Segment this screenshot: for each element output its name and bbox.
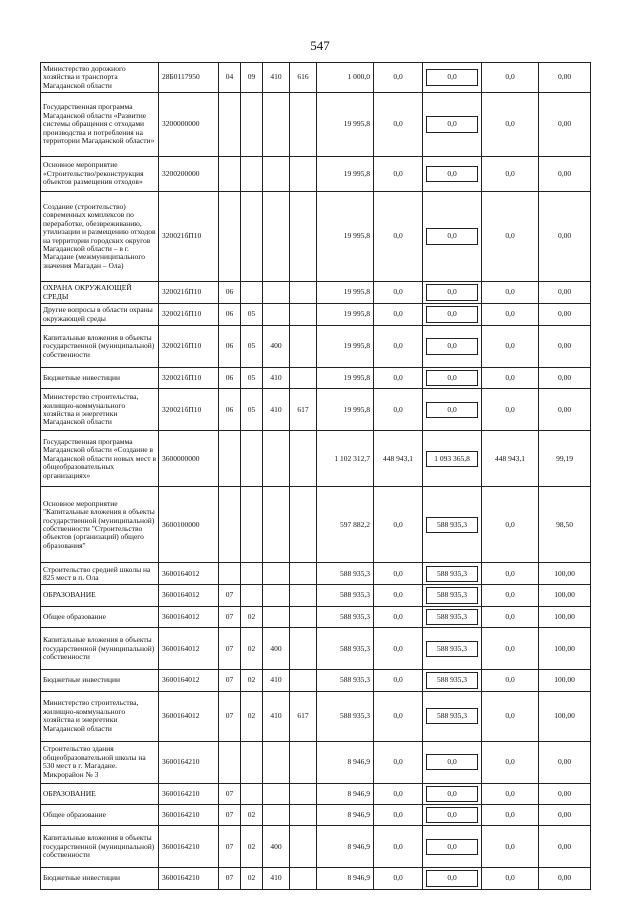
table-row [41,389,591,431]
value-3: 588 935,3 [426,609,478,625]
value-5-cell: 100,00 [539,691,591,741]
section-code-cell: 07 [219,691,241,741]
section-code-cell: 07 [219,585,241,606]
operation-code-cell [290,282,317,304]
target-code-cell: 320021бП10 [159,304,219,326]
section-code-cell: 06 [219,304,241,326]
value-3: 0,0 [426,807,478,823]
value-3: 0,0 [426,306,478,322]
value-3-cell [423,585,482,606]
value-4-cell: 0,0 [482,783,539,804]
value-5-cell: 100,00 [539,628,591,670]
operation-code-cell [290,868,317,889]
operation-code-cell [290,157,317,192]
subsection-code-cell [241,157,263,192]
subsection-code-cell [241,585,263,606]
target-code-cell: 3600164012 [159,563,219,585]
item-name-cell: Государственная программа Магаданской области «Развитие системы обращения с отходами производства и потребления на территории Магаданской области» [41,93,159,157]
item-name-cell: Строительство средней школы на 825 мест в п. Ола [41,563,159,585]
value-1-cell: 597 882,2 [317,487,374,563]
expense-type-code-cell: 400 [263,326,290,368]
value-5-cell: 98,50 [539,487,591,563]
subsection-code-cell [241,563,263,585]
subsection-code-cell: 02 [241,805,263,826]
value-1-cell: 8 946,9 [317,741,374,783]
section-code-cell: 07 [219,628,241,670]
value-4-cell: 0,0 [482,389,539,431]
target-code-cell: 3600164012 [159,628,219,670]
operation-code-cell [290,628,317,670]
value-3: 0,0 [426,166,478,182]
operation-code-cell [290,368,317,389]
operation-code-cell: 617 [290,389,317,431]
value-3-cell [423,826,482,868]
value-2-cell: 0,0 [374,805,423,826]
table-row [41,326,591,368]
section-code-cell: 06 [219,282,241,304]
item-name-cell: Государственная программа Магаданской области «Создание в Магаданской области новых мест в общеобразовательных организациях» [41,431,159,487]
operation-code-cell [290,826,317,868]
value-1-cell: 8 946,9 [317,783,374,804]
table-row [41,157,591,192]
expense-type-code-cell [263,431,290,487]
value-1-cell: 588 935,3 [317,563,374,585]
expense-type-code-cell [263,157,290,192]
table-row [41,805,591,826]
value-3: 0,0 [426,370,478,386]
value-3-cell [423,157,482,192]
value-4-cell: 0,0 [482,368,539,389]
value-2-cell: 0,0 [374,487,423,563]
expense-type-code-cell [263,487,290,563]
value-2-cell: 0,0 [374,304,423,326]
subsection-code-cell: 09 [241,63,263,93]
operation-code-cell [290,93,317,157]
table-row [41,192,591,282]
operation-code-cell: 616 [290,63,317,93]
target-code-cell: 3600164210 [159,741,219,783]
subsection-code-cell: 02 [241,606,263,627]
value-5-cell: 100,00 [539,606,591,627]
expense-type-code-cell [263,741,290,783]
subsection-code-cell: 05 [241,326,263,368]
section-code-cell [219,741,241,783]
value-3-cell [423,368,482,389]
target-code-cell: 3600164012 [159,606,219,627]
value-4-cell: 0,0 [482,805,539,826]
subsection-code-cell [241,487,263,563]
value-5-cell: 0,00 [539,826,591,868]
operation-code-cell: 617 [290,691,317,741]
value-1-cell: 19 995,8 [317,93,374,157]
page-number: 547 [310,38,330,53]
value-2-cell: 0,0 [374,63,423,93]
expense-type-code-cell: 400 [263,628,290,670]
value-3: 0,0 [426,228,478,244]
table-row [41,368,591,389]
subsection-code-cell [241,741,263,783]
target-code-cell: 3600100000 [159,487,219,563]
item-name-cell: Основное мероприятие "Капитальные вложения в объекты государственной (муниципальной) собственности "Строительство объектов (организаций) общего образования" [41,487,159,563]
section-code-cell: 04 [219,63,241,93]
value-3: 588 935,3 [426,672,478,688]
value-2-cell: 0,0 [374,192,423,282]
table-row [41,606,591,627]
item-name-cell: ОБРАЗОВАНИЕ [41,585,159,606]
subsection-code-cell [241,192,263,282]
value-3-cell [423,93,482,157]
item-name-cell: Бюджетные инвестиции [41,368,159,389]
item-name-cell: Основное мероприятие «Строительство/реконструкция объектов размещения отходов» [41,157,159,192]
value-3-cell [423,431,482,487]
expense-type-code-cell [263,805,290,826]
target-code-cell: 3600164210 [159,805,219,826]
target-code-cell: 3600000000 [159,431,219,487]
expense-type-code-cell: 410 [263,691,290,741]
item-name-cell: Бюджетные инвестиции [41,670,159,691]
expense-type-code-cell: 410 [263,670,290,691]
table-row [41,585,591,606]
item-name-cell: Строительство здания общеобразовательной школы на 530 мест в г. Магадане. Микрорайон № 3 [41,741,159,783]
section-code-cell: 07 [219,868,241,889]
value-4-cell: 0,0 [482,63,539,93]
value-4-cell: 0,0 [482,282,539,304]
value-1-cell: 588 935,3 [317,585,374,606]
operation-code-cell [290,585,317,606]
value-4-cell: 0,0 [482,670,539,691]
value-1-cell: 19 995,8 [317,157,374,192]
value-3: 0,0 [426,402,478,418]
value-3: 0,0 [426,839,478,855]
expense-type-code-cell [263,606,290,627]
expense-type-code-cell [263,93,290,157]
value-2-cell: 0,0 [374,741,423,783]
value-1-cell: 588 935,3 [317,606,374,627]
value-1-cell: 19 995,8 [317,389,374,431]
subsection-code-cell [241,783,263,804]
value-1-cell: 19 995,8 [317,304,374,326]
value-1-cell: 1 102 312,7 [317,431,374,487]
operation-code-cell [290,431,317,487]
table-row [41,826,591,868]
subsection-code-cell: 02 [241,826,263,868]
value-1-cell: 588 935,3 [317,691,374,741]
target-code-cell: 3600164210 [159,826,219,868]
value-3: 588 935,3 [426,708,478,724]
value-3-cell [423,304,482,326]
section-code-cell: 07 [219,805,241,826]
value-4-cell: 0,0 [482,192,539,282]
expense-type-code-cell [263,282,290,304]
operation-code-cell [290,326,317,368]
value-4-cell: 0,0 [482,326,539,368]
value-1-cell: 1 000,0 [317,63,374,93]
table-row [41,691,591,741]
value-5-cell: 0,00 [539,805,591,826]
item-name-cell: Другие вопросы в области охраны окружающей среды [41,304,159,326]
section-code-cell: 07 [219,606,241,627]
value-3-cell [423,670,482,691]
budget-table [40,62,591,890]
target-code-cell: 28Б0117950 [159,63,219,93]
table-body [41,63,591,890]
subsection-code-cell [241,282,263,304]
operation-code-cell [290,192,317,282]
target-code-cell: 320021бП10 [159,282,219,304]
value-2-cell: 0,0 [374,563,423,585]
value-3: 588 935,3 [426,566,478,582]
table-row [41,783,591,804]
value-2-cell: 0,0 [374,783,423,804]
table-row [41,63,591,93]
target-code-cell: 320021бП10 [159,326,219,368]
value-3-cell [423,389,482,431]
value-5-cell: 0,00 [539,741,591,783]
table-row [41,304,591,326]
item-name-cell: ОБРАЗОВАНИЕ [41,783,159,804]
value-3: 0,0 [426,786,478,802]
item-name-cell: Капитальные вложения в объекты государственной (муниципальной) собственности [41,826,159,868]
value-5-cell: 0,00 [539,63,591,93]
value-3: 0,0 [426,754,478,770]
value-5-cell: 0,00 [539,304,591,326]
item-name-cell: Капитальные вложения в объекты государственной (муниципальной) собственности [41,326,159,368]
section-code-cell [219,431,241,487]
value-2-cell: 0,0 [374,282,423,304]
value-2-cell: 0,0 [374,368,423,389]
table-row [41,431,591,487]
item-name-cell: Министерство строительства, жилищно-коммунального хозяйства и энергетики Магаданской области [41,691,159,741]
value-4-cell: 0,0 [482,157,539,192]
operation-code-cell [290,805,317,826]
section-code-cell [219,563,241,585]
subsection-code-cell: 05 [241,304,263,326]
operation-code-cell [290,783,317,804]
section-code-cell [219,157,241,192]
value-3: 588 935,3 [426,587,478,603]
value-3-cell [423,282,482,304]
section-code-cell: 06 [219,326,241,368]
subsection-code-cell [241,93,263,157]
value-4-cell: 0,0 [482,585,539,606]
target-code-cell: 320021бП10 [159,192,219,282]
expense-type-code-cell [263,192,290,282]
table-row [41,282,591,304]
item-name-cell: Капитальные вложения в объекты государственной (муниципальной) собственности [41,628,159,670]
value-4-cell: 0,0 [482,741,539,783]
value-3-cell [423,563,482,585]
value-1-cell: 8 946,9 [317,868,374,889]
table-row [41,563,591,585]
value-1-cell: 588 935,3 [317,628,374,670]
expense-type-code-cell: 410 [263,389,290,431]
target-code-cell: 3600164210 [159,868,219,889]
value-5-cell: 0,00 [539,368,591,389]
value-4-cell: 0,0 [482,606,539,627]
target-code-cell: 3600164012 [159,670,219,691]
value-3-cell [423,192,482,282]
table-row [41,93,591,157]
expense-type-code-cell [263,585,290,606]
operation-code-cell [290,487,317,563]
operation-code-cell [290,670,317,691]
value-5-cell: 0,00 [539,157,591,192]
item-name-cell: ОХРАНА ОКРУЖАЮЩЕЙ СРЕДЫ [41,282,159,304]
expense-type-code-cell: 410 [263,868,290,889]
expense-type-code-cell: 410 [263,368,290,389]
value-3-cell [423,691,482,741]
target-code-cell: 3200200000 [159,157,219,192]
item-name-cell: Общее образование [41,606,159,627]
item-name-cell: Министерство строительства, жилищно-коммунального хозяйства и энергетики Магаданской области [41,389,159,431]
section-code-cell [219,487,241,563]
value-4-cell: 0,0 [482,628,539,670]
value-3: 0,0 [426,116,478,132]
value-3: 1 093 365,8 [426,451,478,467]
section-code-cell: 06 [219,389,241,431]
value-3-cell [423,868,482,889]
expense-type-code-cell [263,304,290,326]
value-5-cell: 100,00 [539,563,591,585]
value-2-cell: 0,0 [374,628,423,670]
section-code-cell [219,192,241,282]
expense-type-code-cell: 400 [263,826,290,868]
value-3-cell [423,606,482,627]
value-5-cell: 0,00 [539,389,591,431]
value-2-cell: 0,0 [374,826,423,868]
value-5-cell: 0,00 [539,93,591,157]
value-2-cell: 448 943,1 [374,431,423,487]
target-code-cell: 3200000000 [159,93,219,157]
value-4-cell: 0,0 [482,487,539,563]
value-2-cell: 0,0 [374,93,423,157]
value-1-cell: 19 995,8 [317,192,374,282]
value-4-cell: 0,0 [482,563,539,585]
target-code-cell: 3600164012 [159,585,219,606]
value-3-cell [423,783,482,804]
value-3: 0,0 [426,870,478,886]
expense-type-code-cell [263,563,290,585]
value-1-cell: 8 946,9 [317,805,374,826]
item-name-cell: Министерство дорожного хозяйства и транспорта Магаданской области [41,63,159,93]
value-5-cell: 0,00 [539,783,591,804]
section-code-cell: 07 [219,783,241,804]
value-3: 0,0 [426,284,478,300]
value-3-cell [423,63,482,93]
item-name-cell: Создание (строительство) современных комплексов по переработке, обезвреживанию, утилизации и размещению отходов на территории городских округов Магаданской области – в г. Магадане (межмуниципального значения Магадан – Ола) [41,192,159,282]
expense-type-code-cell: 410 [263,63,290,93]
value-5-cell: 100,00 [539,670,591,691]
operation-code-cell [290,606,317,627]
value-4-cell: 0,0 [482,93,539,157]
subsection-code-cell [241,431,263,487]
value-3-cell [423,741,482,783]
operation-code-cell [290,741,317,783]
value-3-cell [423,805,482,826]
table-row [41,487,591,563]
target-code-cell: 3600164210 [159,783,219,804]
table-row [41,628,591,670]
table-row [41,670,591,691]
operation-code-cell [290,563,317,585]
value-1-cell: 588 935,3 [317,670,374,691]
value-2-cell: 0,0 [374,606,423,627]
value-4-cell: 0,0 [482,304,539,326]
target-code-cell: 3600164012 [159,691,219,741]
value-3: 588 935,3 [426,517,478,533]
value-5-cell: 99,19 [539,431,591,487]
value-3-cell [423,487,482,563]
expense-type-code-cell [263,783,290,804]
subsection-code-cell: 05 [241,389,263,431]
value-4-cell: 0,0 [482,826,539,868]
table-row [41,868,591,889]
value-2-cell: 0,0 [374,868,423,889]
value-1-cell: 8 946,9 [317,826,374,868]
subsection-code-cell: 02 [241,670,263,691]
section-code-cell: 07 [219,670,241,691]
target-code-cell: 320021бП10 [159,368,219,389]
subsection-code-cell: 02 [241,628,263,670]
operation-code-cell [290,304,317,326]
value-5-cell: 100,00 [539,585,591,606]
value-3: 0,0 [426,338,478,354]
value-3-cell [423,326,482,368]
value-4-cell: 0,0 [482,691,539,741]
value-2-cell: 0,0 [374,691,423,741]
value-5-cell: 0,00 [539,282,591,304]
value-1-cell: 19 995,8 [317,368,374,389]
table-row [41,741,591,783]
section-code-cell: 07 [219,826,241,868]
value-4-cell: 0,0 [482,868,539,889]
value-5-cell: 0,00 [539,868,591,889]
value-2-cell: 0,0 [374,585,423,606]
subsection-code-cell: 02 [241,868,263,889]
section-code-cell: 06 [219,368,241,389]
subsection-code-cell: 02 [241,691,263,741]
value-1-cell: 19 995,8 [317,326,374,368]
value-3: 0,0 [426,69,478,85]
subsection-code-cell: 05 [241,368,263,389]
value-3-cell [423,628,482,670]
section-code-cell [219,93,241,157]
value-2-cell: 0,0 [374,326,423,368]
item-name-cell: Бюджетные инвестиции [41,868,159,889]
value-2-cell: 0,0 [374,389,423,431]
value-5-cell: 0,00 [539,192,591,282]
value-2-cell: 0,0 [374,157,423,192]
item-name-cell: Общее образование [41,805,159,826]
target-code-cell: 320021бП10 [159,389,219,431]
value-2-cell: 0,0 [374,670,423,691]
value-3: 588 935,3 [426,641,478,657]
value-1-cell: 19 995,8 [317,282,374,304]
value-5-cell: 0,00 [539,326,591,368]
value-4-cell: 448 943,1 [482,431,539,487]
